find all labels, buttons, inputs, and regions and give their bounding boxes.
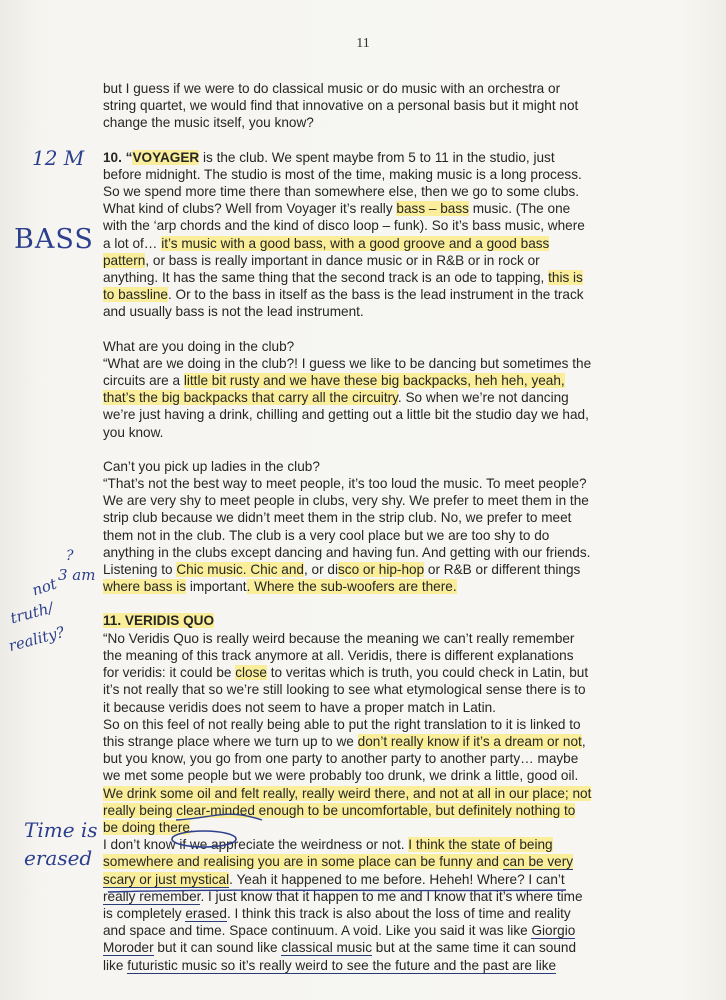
line: anything. It has the same thing that the second track is an ode to tapping, this is — [103, 270, 583, 286]
line: is completely erased. I think this track is also about the loss of time and reality — [103, 905, 571, 921]
line: with the ‘arp chords and the kind of disco loop – funk). So it’s bass music, where — [103, 218, 585, 234]
line: Listening to Chic music. Chic and, or disco or hip-hop or R&B or different things — [103, 562, 581, 578]
line: and usually bass is not the lead instrument. — [103, 304, 364, 320]
question: Can’t you pick up ladies in the club? — [103, 458, 320, 474]
line: change the music itself, you know? — [103, 115, 314, 131]
margin-note-12m: 12 M — [32, 146, 85, 170]
line: we met some people but we were probably too drunk, we drink a little, good oil. — [103, 768, 579, 784]
margin-note-bass: BASS — [14, 224, 94, 255]
line: the meaning of this track anymore at all. Veridis, there is different explanations — [103, 647, 574, 663]
line: circuits are a little bit rusty and we have these big backpacks, heh heh, yeah, — [103, 373, 565, 389]
line: We are very shy to meet people in clubs, very shy. We prefer to meet them in the — [103, 493, 589, 509]
line: pattern, or bass is really important in dance music or in R&B or in rock or — [103, 252, 540, 268]
line: but you know, you go from one party to another party to another party… maybe — [103, 751, 579, 767]
line: “What are we doing in the club?! I guess we like to be dancing but sometimes the — [103, 355, 592, 371]
line: scary or just mystical. Yeah it happened to me before. Heheh! Where? I can’t — [103, 871, 565, 887]
line: really remember. I just know that it happen to me and I know that it’s where time — [103, 888, 583, 904]
line: that’s the big backpacks that carry all the circuitry. So when we’re not dancing — [103, 390, 569, 406]
margin-note-time-is: Time is — [24, 818, 98, 842]
erased-circle-mark — [172, 831, 236, 847]
margin-note-reality: reality? — [6, 622, 67, 656]
line: anything in the clubs except dancing and having fun. And getting with our friends. — [103, 544, 591, 560]
line: So we spend more time there than somewhere else, then we go to some clubs. — [103, 184, 580, 200]
line: Moroder but it can sound like classical music but at the same time it can sound — [103, 940, 577, 956]
line: really being clear-minded enough to be uncomfortable, but definitely nothing to — [103, 802, 576, 818]
line: “No Veridis Quo is really weird because the meaning we can’t really remember — [103, 630, 575, 646]
line: like futuristic music so it’s really weird to see the future and the past are like — [103, 957, 557, 973]
question: What are you doing in the club? — [103, 338, 295, 354]
line: them not in the club. The club is a very cool place but we are too shy to do — [103, 527, 550, 543]
line: I don’t know if we appreciate the weirdness or not. I think the state of being — [103, 837, 553, 853]
margin-note-truth: truth/ — [8, 598, 56, 628]
line: So on this feel of not really being able to put the right translation to it is linked to — [103, 716, 581, 732]
margin-note-not: not — [29, 574, 59, 600]
line: it’s not really that so we’re still looking to see what etymological sense there is to — [103, 682, 586, 698]
section-heading-veridis-quo: 11. VERIDIS QUO — [103, 613, 215, 629]
margin-note-question-mark: ? — [66, 548, 74, 564]
margin-note-erased: erased — [24, 846, 93, 870]
page-number: 11 — [356, 36, 370, 51]
line: to bassline. Or to the bass in itself as the bass is the lead instrument in the track — [103, 287, 584, 303]
section-heading-voyager: 10. “VOYAGER is the club. We spent maybe from 5 to 11 in the studio, just — [103, 149, 555, 165]
line: “That’s not the best way to meet people, it’s too loud the music. To meet people? — [103, 476, 587, 492]
line: a lot of… it’s music with a good bass, with a good groove and a good bass — [103, 235, 550, 251]
underline-stroke — [176, 814, 262, 820]
line: but I guess if we were to do classical music or do music with an orchestra or — [103, 81, 561, 96]
line: for veridis: it could be close to veritas which is truth, you could check in Latin, but — [103, 665, 589, 681]
line: string quartet, we would find that innovative on a personal basis but it might not — [103, 98, 579, 114]
line: we’re just having a drink, chilling and getting out a little bit the studio day we had, — [103, 407, 589, 423]
line: it because veridis does not seem to have a proper match in Latin. — [103, 699, 496, 715]
line: where bass is important. Where the sub-woofers are there. — [103, 579, 457, 595]
underline-stroke-long — [108, 890, 566, 892]
line: We drink some oil and felt really, really weird there, and not at all in our place; not — [103, 785, 592, 801]
line: this strange place where we turn up to we don’t really know if it’s a dream or not, — [103, 733, 586, 749]
line: before midnight. The studio is most of the time, making music is a long process. — [103, 166, 582, 182]
margin-note-3am: 3 am — [58, 566, 96, 584]
line: be doing there. — [103, 819, 194, 835]
line: strip club because we didn’t meet them in the strip club. No, we prefer to meet — [103, 510, 572, 526]
line: you know. — [103, 424, 164, 440]
line: and space and time. Space continuum. A void. Like you said it was like Giorgio — [103, 923, 576, 939]
line: What kind of clubs? Well from Voyager it’s really bass – bass music. (The one — [103, 201, 571, 217]
line: somewhere and realising you are in some place can be funny and can be very — [103, 854, 574, 870]
